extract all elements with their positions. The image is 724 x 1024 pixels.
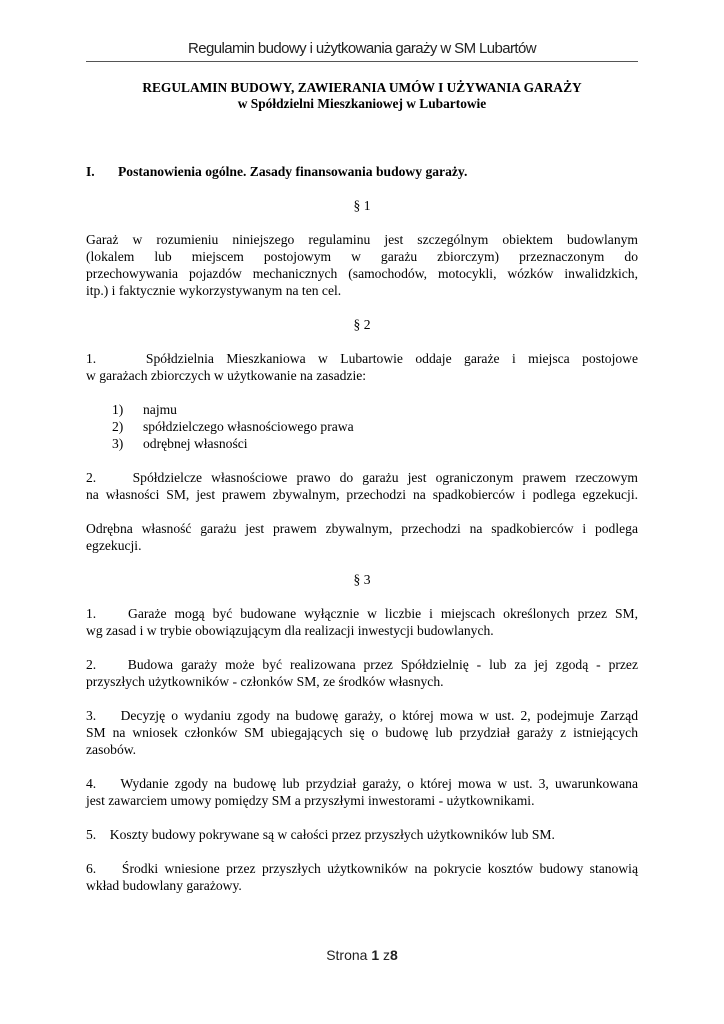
paragraph-sign-3: § 3 (353, 572, 371, 587)
text-line: 2. Spółdzielcze własnościowe prawo do garażu jest ograniczonym prawem rzeczowym (86, 470, 638, 485)
section-heading (86, 163, 638, 180)
paragraph-3-item-3 (86, 707, 638, 758)
paragraph-2-item-2 (86, 469, 638, 503)
paragraph-3-item-4 (86, 775, 638, 809)
paragraph-sign-1: § 1 (353, 198, 371, 213)
paragraph-3-item-2 (86, 656, 638, 690)
paragraph-3-item-1 (86, 605, 638, 639)
list-item: 3) odrębnej własności (112, 436, 248, 451)
text-line: przechowywania pojazdów mechanicznych (samochodów, motocykli, wózków inwalidzkich, (86, 266, 638, 281)
text-line: jest zawarciem umowy pomiędzy SM a przyszłymi inwestorami - użytkownikami. (86, 793, 535, 808)
page-footer (0, 947, 724, 963)
document-title (86, 80, 638, 112)
text-line: SM na wniosek członków SM ubiegających się o budowę lub przydział garaży z istniejących (86, 725, 638, 740)
text-line: Odrębna własność garażu jest prawem zbywalnym, przechodzi na spadkobierców i podlega (86, 521, 638, 536)
section-title: Postanowienia ogólne. Zasady finansowania budowy garaży. (118, 164, 468, 179)
text-line: wg zasad i w trybie obowiązującym dla realizacji inwestycji budowlanych. (86, 623, 494, 638)
total-pages: 8 (390, 947, 398, 963)
paragraph-3-items (86, 605, 638, 894)
footer-separator: z (383, 947, 391, 963)
text-line: zasobów. (86, 742, 137, 757)
text-line: 1. Spółdzielnia Mieszkaniowa w Lubartowie oddaje garaże i miejsca postojowe (86, 351, 638, 366)
text-line: wkład budowlany garażowy. (86, 878, 242, 893)
section-number: I. (86, 164, 95, 179)
text-line: 4. Wydanie zgody na budowę lub przydział garaży, o której mowa w ust. 3, uwarunkowana (86, 776, 638, 791)
text-line: przyszłych użytkowników - członków SM, ze środków własnych. (86, 674, 444, 689)
page-header: Regulamin budowy i użytkowania garaży w SM Lubartów (188, 40, 536, 57)
text-line: 6. Środki wniesione przez przyszłych użytkowników na pokrycie kosztów budowy stanowią (86, 861, 638, 876)
text-line: itp.) i faktycznie wykorzystywanym na ten cel. (86, 283, 342, 298)
paragraph-2-item-1 (86, 350, 638, 384)
text-line: 1. Garaże mogą być budowane wyłącznie w liczbie i miejscach określonych przez SM, (86, 606, 638, 621)
title-line-1: REGULAMIN BUDOWY, ZAWIERANIA UMÓW I UŻYWANIA GARAŻY (142, 80, 582, 95)
usage-forms-list (86, 401, 638, 452)
paragraph-3-item-6 (86, 860, 638, 894)
document-body (86, 80, 638, 894)
footer-prefix: Strona (326, 947, 368, 963)
title-line-2: w Spółdzielni Mieszkaniowej w Lubartowie (237, 96, 487, 111)
text-line: w garażach zbiorczych w użytkowanie na zasadzie: (86, 368, 367, 383)
header-divider (86, 61, 638, 62)
paragraph-2-item-3 (86, 520, 638, 554)
list-item: 2) spółdzielczego własnościowego prawa (112, 419, 354, 434)
text-line: 5. Koszty budowy pokrywane są w całości przez przyszłych użytkowników lub SM. (86, 827, 555, 842)
text-line: (lokalem lub miejscem postojowym w garażu zbiorczym) przeznaczonym do (86, 249, 638, 264)
paragraph-3-item-5 (86, 826, 638, 843)
current-page: 1 (371, 947, 380, 963)
text-line: egzekucji. (86, 538, 142, 553)
text-line: Garaż w rozumieniu niniejszego regulaminu jest szczególnym obiektem budowlanym (86, 232, 638, 247)
text-line: na własności SM, jest prawem zbywalnym, przechodzi na spadkobierców i podlega egzekucji. (86, 487, 638, 502)
list-item: 1) najmu (112, 402, 177, 417)
paragraph-1-text (86, 231, 638, 299)
text-line: 3. Decyzję o wydaniu zgody na budowę garaży, o której mowa w ust. 2, podejmuje Zarząd (86, 708, 638, 723)
paragraph-sign-2: § 2 (353, 317, 371, 332)
text-line: 2. Budowa garaży może być realizowana przez Spółdzielnię - lub za jej zgodą - przez (86, 657, 638, 672)
